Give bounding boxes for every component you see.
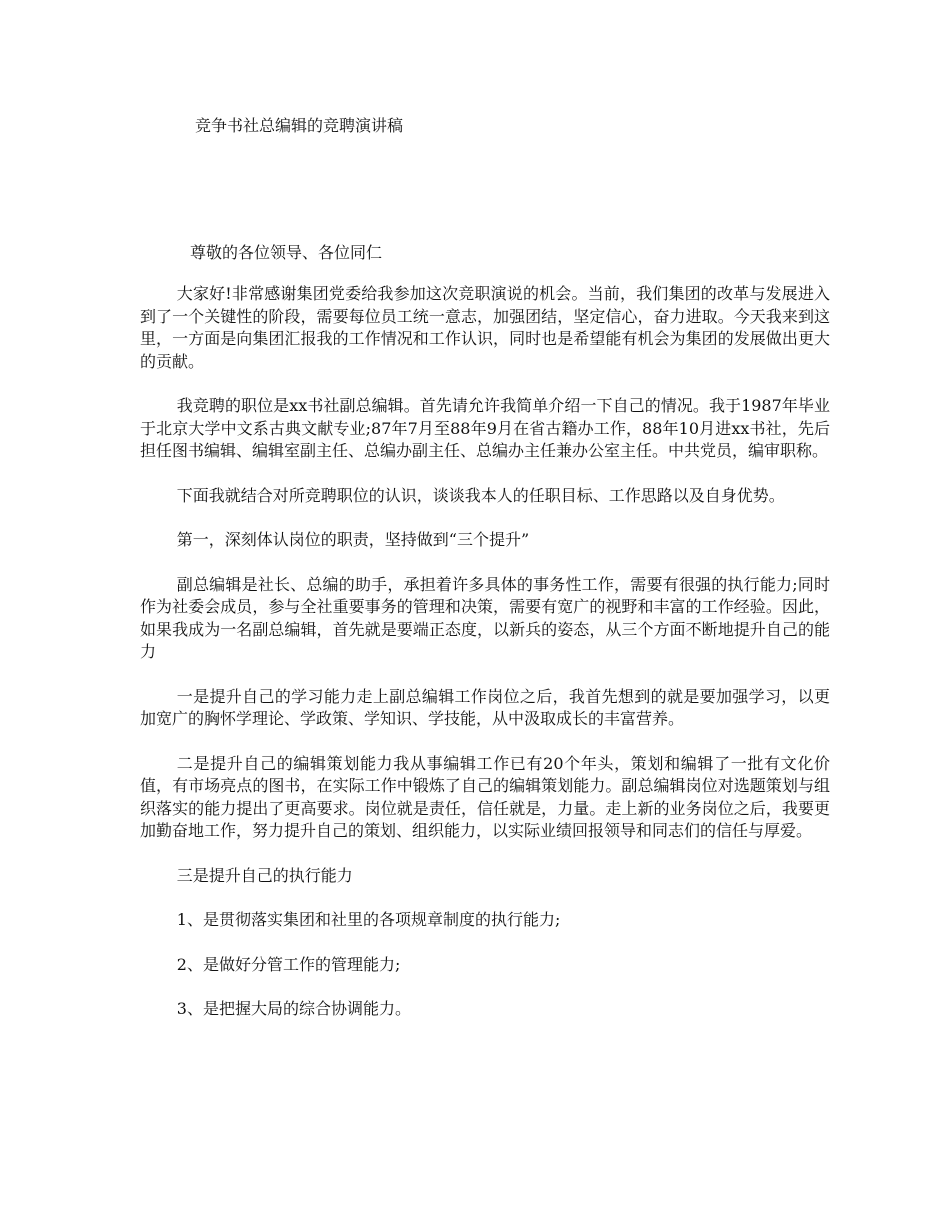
- document-body: [140, 283, 830, 1043]
- list-item: 2、是做好分管工作的管理能力;: [176, 954, 401, 974]
- paragraph-opening: 大家好!非常感谢集团党委给我参加这次竞职演说的机会。当前，我们集团的改革与发展进入到了一个关键性的阶段，需要每位员工统一意志，加强团结，坚定信心，奋力进取。今天我来到这里，一方面是向集团汇报我的工作情况和工作认识，同时也是希望能有机会为集团的发展做出更大的贡献。: [140, 284, 830, 371]
- salutation: 尊敬的各位领导、各位同仁: [190, 243, 383, 262]
- paragraph-role-duties: 副总编辑是社长、总编的助手，承担着许多具体的事务性工作，需要有很强的执行能力;同时作为社委会成员，参与全社重要事务的管理和决策，需要有宽广的视野和丰富的工作经验。因此，如果我成为一名副总编辑，首先就是要端正态度，以新兵的姿态，从三个方面不断地提升自己的能力: [140, 574, 830, 661]
- paragraph-section-heading: 第一，深刻体认岗位的职责，坚持做到“三个提升”: [176, 530, 530, 549]
- paragraph-outline: 下面我就结合对所竞聘职位的认识，谈谈我本人的任职目标、工作思路以及自身优势。: [176, 485, 785, 505]
- list-item: 1、是贯彻落实集团和社里的各项规章制度的执行能力;: [176, 910, 561, 929]
- document-title: 竞争书社总编辑的竞聘演讲稿: [195, 116, 404, 135]
- paragraph-learning-ability: 一是提升自己的学习能力走上副总编辑工作岗位之后，我首先想到的就是要加强学习，以更加宽广的胸怀学理论、学政策、学知识、学技能，从中汲取成长的丰富营养。: [140, 686, 830, 728]
- paragraph-self-introduction: 我竞聘的职位是xx书社副总编辑。首先请允许我简单介绍一下自己的情况。我于1987年毕业于北京大学中文系古典文献专业;87年7月至88年9月在省古籍办工作，88年10月进xx书社，先后担任图书编辑、编辑室副主任、总编办副主任、总编办主任兼办公室主任。中共党员，编审职称。: [140, 396, 830, 460]
- list-item: 3、是把握大局的综合协调能力。: [176, 999, 411, 1018]
- paragraph-execution-ability: 三是提升自己的执行能力: [176, 865, 353, 885]
- paragraph-editing-ability: 二是提升自己的编辑策划能力我从事编辑工作已有20个年头，策划和编辑了一批有文化价值，有市场亮点的图书，在实际工作中锻炼了自己的编辑策划能力。副总编辑岗位对选题策划与组织落实的能力提出了更高要求。岗位就是责任，信任就是，力量。走上新的业务岗位之后，我要更加勤奋地工作，努力提升自己的策划、组织能力，以实际业绩回报领导和同志们的信任与厚爱。: [140, 753, 830, 840]
